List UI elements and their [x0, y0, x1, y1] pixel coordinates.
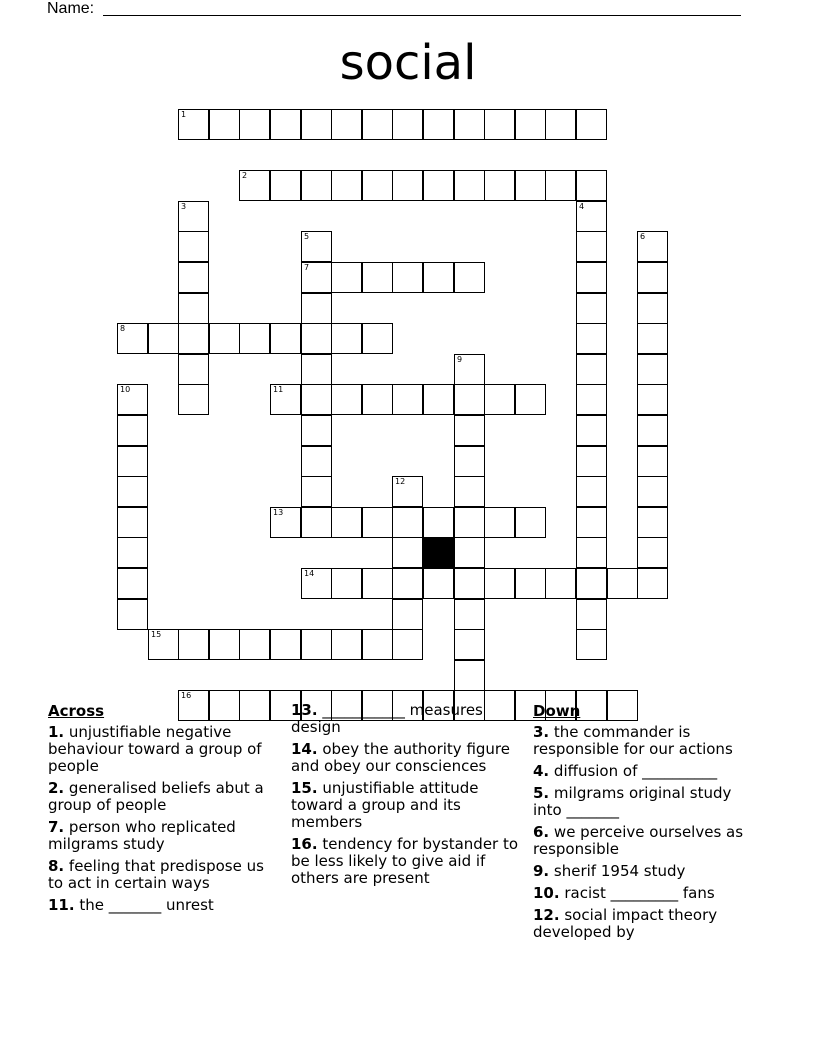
- clue-text: sherif 1954 study: [553, 862, 686, 880]
- grid-cell[interactable]: [423, 262, 454, 293]
- grid-cell[interactable]: [301, 568, 332, 599]
- grid-cell[interactable]: [515, 384, 546, 415]
- cell-number: 14: [304, 569, 315, 578]
- grid-cell[interactable]: [576, 354, 607, 385]
- grid-cell[interactable]: [117, 537, 148, 568]
- clue-number: 1.: [48, 723, 65, 741]
- clue-text: milgrams original study into _______: [533, 784, 732, 819]
- clue-text: diffusion of __________: [553, 762, 718, 780]
- cell-number: 13: [273, 508, 284, 517]
- clue-across: [291, 702, 525, 736]
- clue-across: [48, 897, 280, 914]
- grid-cell[interactable]: [331, 629, 362, 660]
- clue-text: unjustifiable attitude toward a group and its members: [291, 779, 479, 831]
- down-clues: [533, 702, 763, 946]
- clue-number: 5.: [533, 784, 550, 802]
- grid-cell[interactable]: [362, 109, 393, 140]
- grid-cell[interactable]: [607, 568, 638, 599]
- clue-across: [48, 724, 280, 775]
- name-label: Name:: [47, 0, 95, 17]
- clue-down: [533, 785, 763, 819]
- clue-across: [48, 819, 280, 853]
- grid-cell[interactable]: [637, 293, 668, 324]
- grid-cell[interactable]: [454, 476, 485, 507]
- grid-cell[interactable]: [301, 231, 332, 262]
- grid-cell[interactable]: [392, 568, 423, 599]
- grid-cell[interactable]: [148, 323, 179, 354]
- clue-across: [48, 780, 280, 814]
- grid-cell[interactable]: [637, 415, 668, 446]
- grid-cell[interactable]: [270, 109, 301, 140]
- grid-cell[interactable]: [301, 354, 332, 385]
- grid-cell[interactable]: [178, 231, 209, 262]
- clue-text: the _______ unrest: [79, 896, 214, 914]
- grid-cell[interactable]: [301, 384, 332, 415]
- grid-cell[interactable]: [117, 323, 148, 354]
- grid-cell[interactable]: [423, 384, 454, 415]
- cell-number: 15: [151, 630, 162, 639]
- grid-cell[interactable]: [515, 507, 546, 538]
- grid-cell[interactable]: [637, 262, 668, 293]
- grid-cell[interactable]: [515, 109, 546, 140]
- grid-cell[interactable]: [362, 629, 393, 660]
- grid-cell[interactable]: [331, 170, 362, 201]
- grid-cell[interactable]: [270, 170, 301, 201]
- grid-cell[interactable]: [576, 170, 607, 201]
- grid-cell[interactable]: [301, 446, 332, 477]
- grid-cell[interactable]: [576, 262, 607, 293]
- grid-cell[interactable]: [576, 293, 607, 324]
- grid-cell[interactable]: [576, 599, 607, 630]
- grid-cell[interactable]: [454, 537, 485, 568]
- grid-cell[interactable]: [178, 629, 209, 660]
- grid-cell[interactable]: [301, 170, 332, 201]
- grid-cell[interactable]: [270, 629, 301, 660]
- grid-cell[interactable]: [392, 476, 423, 507]
- grid-cell[interactable]: [301, 109, 332, 140]
- grid-cell[interactable]: [484, 507, 515, 538]
- clue-text: unjustifiable negative behaviour toward a group of people: [48, 723, 262, 775]
- grid-cell[interactable]: [178, 262, 209, 293]
- grid-cell[interactable]: [209, 109, 240, 140]
- cell-number: 1: [181, 110, 187, 119]
- grid-cell[interactable]: [362, 262, 393, 293]
- clue-down: [533, 724, 763, 758]
- clue-down: [533, 763, 763, 780]
- clue-number: 2.: [48, 779, 65, 797]
- cell-number: 16: [181, 691, 192, 700]
- clue-across: [48, 858, 280, 892]
- cell-number: 8: [120, 324, 126, 333]
- grid-cell[interactable]: [117, 415, 148, 446]
- grid-cell[interactable]: [392, 109, 423, 140]
- grid-cell[interactable]: [484, 170, 515, 201]
- grid-cell[interactable]: [454, 507, 485, 538]
- cell-number: 7: [304, 263, 310, 272]
- clue-text: ___________ measures design: [291, 701, 483, 736]
- grid-cell[interactable]: [637, 231, 668, 262]
- grid-cell[interactable]: [178, 354, 209, 385]
- grid-cell[interactable]: [148, 629, 179, 660]
- across-clues-continued: [291, 702, 525, 892]
- grid-cell[interactable]: [454, 629, 485, 660]
- grid-cell[interactable]: [576, 384, 607, 415]
- clue-text: feeling that predispose us to act in certain ways: [48, 857, 264, 892]
- clue-down: [533, 824, 763, 858]
- grid-cell[interactable]: [270, 323, 301, 354]
- clue-text: generalised beliefs abut a group of people: [48, 779, 264, 814]
- clue-number: 16.: [291, 835, 318, 853]
- grid-cell[interactable]: [454, 568, 485, 599]
- grid-cell[interactable]: [423, 507, 454, 538]
- grid-cell[interactable]: [515, 170, 546, 201]
- grid-cell[interactable]: [239, 170, 270, 201]
- grid-cell[interactable]: [576, 537, 607, 568]
- cell-number: 9: [457, 355, 463, 364]
- cell-number: 6: [640, 232, 646, 241]
- grid-cell[interactable]: [576, 415, 607, 446]
- cell-number: 4: [579, 202, 585, 211]
- grid-cell[interactable]: [576, 568, 607, 599]
- grid-cell[interactable]: [301, 415, 332, 446]
- grid-cell[interactable]: [331, 262, 362, 293]
- clue-number: 15.: [291, 779, 318, 797]
- clue-number: 13.: [291, 701, 318, 719]
- name-blank-line[interactable]: [103, 15, 741, 16]
- grid-cell[interactable]: [178, 384, 209, 415]
- grid-cell[interactable]: [331, 568, 362, 599]
- clue-down: [533, 907, 763, 941]
- grid-cell[interactable]: [637, 537, 668, 568]
- grid-cell[interactable]: [178, 201, 209, 232]
- clue-down: [533, 885, 763, 902]
- grid-cell[interactable]: [545, 170, 576, 201]
- grid-cell[interactable]: [117, 507, 148, 538]
- grid-cell[interactable]: [576, 231, 607, 262]
- grid-cell[interactable]: [392, 262, 423, 293]
- clue-number: 12.: [533, 906, 560, 924]
- grid-cell[interactable]: [239, 629, 270, 660]
- clue-number: 8.: [48, 857, 65, 875]
- clue-across: [291, 836, 525, 887]
- grid-cell[interactable]: [423, 568, 454, 599]
- clue-number: 6.: [533, 823, 550, 841]
- grid-cell[interactable]: [454, 415, 485, 446]
- grid-cell[interactable]: [576, 507, 607, 538]
- cell-number: 12: [395, 477, 406, 486]
- grid-cell[interactable]: [301, 293, 332, 324]
- clue-down: [533, 863, 763, 880]
- grid-cell[interactable]: [545, 109, 576, 140]
- across-clues: [48, 702, 280, 919]
- grid-cell[interactable]: [270, 384, 301, 415]
- grid-cell[interactable]: [637, 568, 668, 599]
- clue-text: we perceive ourselves as responsible: [533, 823, 744, 858]
- clue-number: 14.: [291, 740, 318, 758]
- grid-cell[interactable]: [301, 476, 332, 507]
- grid-cell[interactable]: [576, 201, 607, 232]
- grid-cell[interactable]: [484, 384, 515, 415]
- grid-cell[interactable]: [178, 109, 209, 140]
- grid-cell[interactable]: [637, 507, 668, 538]
- grid-cell[interactable]: [637, 446, 668, 477]
- grid-cell[interactable]: [392, 507, 423, 538]
- clue-text: obey the authority figure and obey our consciences: [291, 740, 510, 775]
- grid-cell[interactable]: [637, 354, 668, 385]
- grid-cell[interactable]: [239, 109, 270, 140]
- grid-cell[interactable]: [362, 384, 393, 415]
- grid-cell[interactable]: [392, 537, 423, 568]
- clue-number: 9.: [533, 862, 550, 880]
- grid-cell[interactable]: [117, 568, 148, 599]
- page-title: social: [339, 35, 477, 91]
- grid-cell[interactable]: [454, 660, 485, 691]
- clue-number: 10.: [533, 884, 560, 902]
- grid-cell[interactable]: [454, 262, 485, 293]
- grid-cell[interactable]: [576, 629, 607, 660]
- grid-cell[interactable]: [637, 323, 668, 354]
- grid-cell[interactable]: [454, 109, 485, 140]
- grid-cell[interactable]: [209, 629, 240, 660]
- clue-across: [291, 780, 525, 831]
- grid-cell[interactable]: [392, 384, 423, 415]
- grid-cell[interactable]: [117, 384, 148, 415]
- grid-cell[interactable]: [301, 507, 332, 538]
- grid-cell[interactable]: [209, 323, 240, 354]
- grid-cell[interactable]: [331, 109, 362, 140]
- grid-cell[interactable]: [515, 568, 546, 599]
- grid-cell[interactable]: [301, 262, 332, 293]
- grid-cell[interactable]: [239, 323, 270, 354]
- across-heading: Across: [48, 702, 105, 720]
- cell-number: 11: [273, 385, 284, 394]
- grid-cell[interactable]: [117, 599, 148, 630]
- clue-text: the commander is responsible for our actions: [533, 723, 733, 758]
- grid-block: [423, 537, 454, 568]
- grid-cell[interactable]: [270, 507, 301, 538]
- cell-number: 10: [120, 385, 131, 394]
- clue-across: [291, 741, 525, 775]
- grid-cell[interactable]: [362, 170, 393, 201]
- clue-text: social impact theory developed by: [533, 906, 718, 941]
- grid-cell[interactable]: [576, 476, 607, 507]
- grid-cell[interactable]: [576, 109, 607, 140]
- cell-number: 3: [181, 202, 187, 211]
- grid-cell[interactable]: [637, 476, 668, 507]
- clue-text: racist _________ fans: [564, 884, 715, 902]
- grid-cell[interactable]: [423, 109, 454, 140]
- grid-cell[interactable]: [117, 446, 148, 477]
- grid-cell[interactable]: [331, 323, 362, 354]
- grid-cell[interactable]: [178, 293, 209, 324]
- grid-cell[interactable]: [331, 384, 362, 415]
- grid-cell[interactable]: [545, 568, 576, 599]
- grid-cell[interactable]: [301, 323, 332, 354]
- grid-cell[interactable]: [362, 568, 393, 599]
- clue-text: tendency for bystander to be less likely to give aid if others are present: [291, 835, 519, 887]
- grid-cell[interactable]: [454, 354, 485, 385]
- clue-text: person who replicated milgrams study: [48, 818, 236, 853]
- grid-cell[interactable]: [576, 446, 607, 477]
- grid-cell[interactable]: [178, 323, 209, 354]
- clue-number: 3.: [533, 723, 550, 741]
- grid-cell[interactable]: [576, 323, 607, 354]
- grid-cell[interactable]: [392, 629, 423, 660]
- clue-number: 4.: [533, 762, 550, 780]
- cell-number: 2: [242, 171, 248, 180]
- clue-number: 7.: [48, 818, 65, 836]
- grid-cell[interactable]: [392, 599, 423, 630]
- grid-cell[interactable]: [454, 170, 485, 201]
- grid-cell[interactable]: [637, 384, 668, 415]
- grid-cell[interactable]: [392, 170, 423, 201]
- clue-number: 11.: [48, 896, 75, 914]
- grid-cell[interactable]: [454, 384, 485, 415]
- grid-cell[interactable]: [301, 629, 332, 660]
- grid-cell[interactable]: [454, 599, 485, 630]
- grid-cell[interactable]: [423, 170, 454, 201]
- grid-cell[interactable]: [454, 446, 485, 477]
- grid-cell[interactable]: [362, 507, 393, 538]
- cell-number: 5: [304, 232, 310, 241]
- grid-cell[interactable]: [362, 323, 393, 354]
- grid-cell[interactable]: [331, 507, 362, 538]
- grid-cell[interactable]: [117, 476, 148, 507]
- grid-cell[interactable]: [484, 568, 515, 599]
- grid-cell[interactable]: [484, 109, 515, 140]
- down-heading: Down: [533, 702, 581, 720]
